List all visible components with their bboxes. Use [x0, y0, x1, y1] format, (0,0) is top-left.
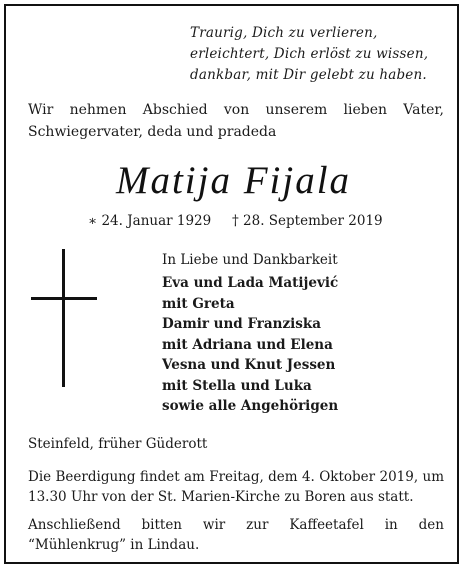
mourners-heading: In Liebe und Dankbarkeit [162, 252, 338, 268]
death-date: † 28. September 2019 [232, 213, 383, 229]
cross-icon [31, 249, 99, 389]
cross-vertical-bar [62, 249, 65, 387]
funeral-line: Die Beerdigung findet am Freitag, dem 4. Oktober 2019, um [28, 469, 444, 485]
mourner-name: Damir und Franziska [162, 316, 321, 332]
reception-details [28, 515, 444, 555]
mourners-block [162, 250, 452, 417]
residence-place: Steinfeld, früher Güderott [28, 436, 208, 452]
mourner-name: sowie alle Angehörigen [162, 398, 339, 414]
quote-line: erleichtert, Dich erlöst zu wissen, [190, 46, 429, 62]
mourner-name: Vesna und Knut Jessen [162, 357, 336, 373]
memorial-quote [190, 23, 450, 86]
farewell-intro [28, 99, 444, 143]
mourner-name: mit Stella und Luka [162, 377, 312, 394]
intro-line: Schwiegervater, deda und pradeda [28, 124, 277, 140]
funeral-details [28, 467, 444, 507]
intro-line: Wir nehmen Abschied von unserem lieben Vater, [28, 102, 444, 118]
mourner-name: mit Greta [162, 295, 235, 312]
obituary-notice [4, 4, 459, 564]
mourner-name: mit Adriana und Elena [162, 336, 333, 353]
deceased-name: Matija Fijala [115, 159, 352, 202]
cross-horizontal-bar [31, 297, 97, 300]
reception-line: “Mühlenkrug” in Lindau. [28, 537, 200, 553]
quote-line: Traurig, Dich zu verlieren, [190, 25, 378, 41]
mourners-list [162, 273, 452, 417]
funeral-line: 13.30 Uhr von der St. Marien-Kirche zu Boren aus statt. [28, 489, 414, 505]
birth-date: ∗ 24. Januar 1929 [88, 213, 212, 229]
reception-line: Anschließend bitten wir zur Kaffeetafel in den [28, 517, 444, 533]
mourner-name: Eva und Lada Matijević [162, 275, 339, 291]
quote-line: dankbar, mit Dir gelebt zu haben. [190, 67, 427, 83]
